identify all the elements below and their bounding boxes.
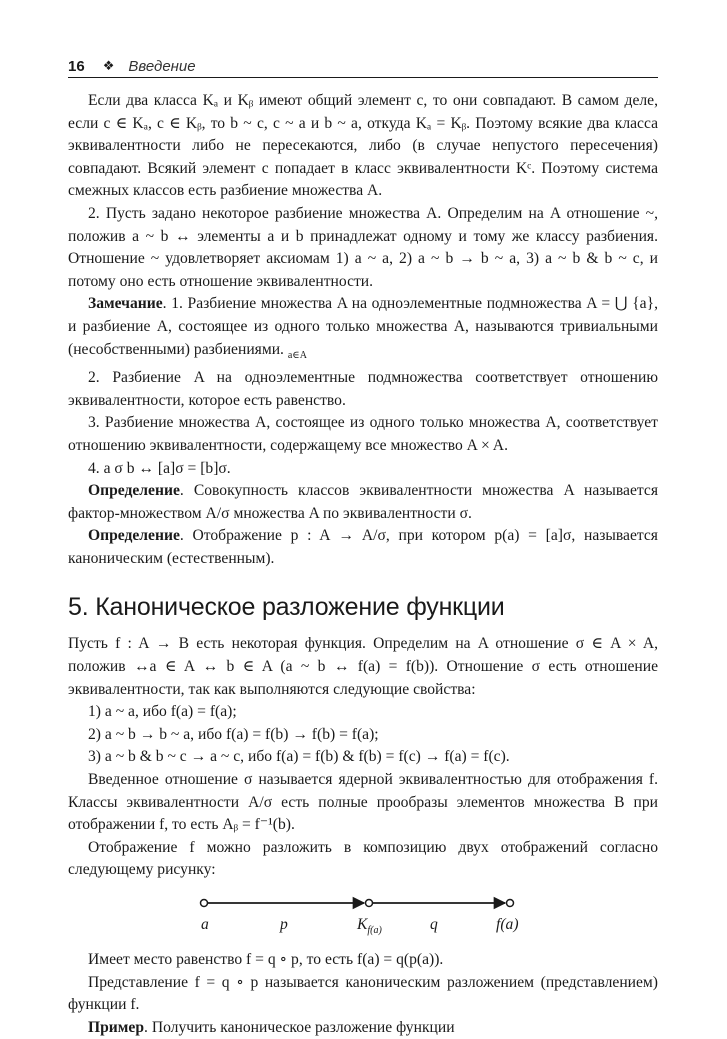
label-q: q bbox=[430, 916, 438, 933]
remark-3: 3. Разбиение множества A, состоящее из одного только множества A, соответствует отношению эквивалентности, содержащему все множество A × A. bbox=[68, 414, 658, 454]
definition-1-text: . Совокупность классов эквивалентности множества A называется фактор-множеством A/σ множества A по эквивалентности σ. bbox=[68, 482, 658, 522]
property-3: 3) a ~ b & b ~ c → a ~ c, ибо f(a) = f(b) & f(b) = f(c) → f(a) = f(c). bbox=[88, 748, 510, 766]
paragraph-equality: Имеет место равенство f = q ∘ p, то есть f(a) = q(p(a)). bbox=[88, 951, 444, 968]
label-a: a bbox=[201, 916, 209, 933]
property-2: 2) a ~ b → b ~ a, ибо f(a) = f(b) → f(b) = f(a); bbox=[88, 725, 379, 743]
page-number: 16 bbox=[68, 57, 85, 75]
section-title: Введение bbox=[128, 57, 196, 75]
example-text: . Получить каноническое разложение функции bbox=[144, 1018, 455, 1036]
definition-2-text: . Отображение p : A → A/σ, при котором p(a) = [a]σ, называется каноническим (естественным). bbox=[68, 527, 658, 567]
remark-4: 4. a σ b ↔ [a]σ = [b]σ. bbox=[88, 459, 231, 477]
section-heading: 5. Каноническое разложение функции bbox=[68, 593, 505, 622]
composition-diagram bbox=[68, 891, 658, 947]
remark-label: Замечание bbox=[88, 295, 163, 313]
example-label: Пример bbox=[88, 1018, 145, 1036]
diamond-icon: ❖ bbox=[102, 58, 115, 73]
label-k-main: K bbox=[357, 916, 368, 933]
paragraph-partition-relation: 2. Пусть задано некоторое разбиение множества A. Определим на A отношение ~, положив a ~ b ↔ элементы a и b принадлежат одному и тому же классу разбиения. Отношение ~ удовлетворяет аксиомам 1) a ~ a, 2) a ~ b → b ~ a, 3) a ~ b & b ~ c, и потому оно есть отношение эквивалентности. bbox=[68, 204, 658, 290]
paragraph-kernel-equivalence: Пусть f : A → B есть некоторая функция. Определим на A отношение σ ∈ A × A, положив ↔a ∈ A ↔ b ∈ A (a ~ b ↔ f(a) = f(b)). Отношение σ есть отношение эквивалентности, так как выполняются следующие свойства: bbox=[68, 635, 658, 698]
definition-canonical-map bbox=[68, 525, 658, 570]
running-header bbox=[68, 55, 658, 77]
definition-label: Определение bbox=[88, 527, 180, 545]
label-k-sub: f(a) bbox=[367, 925, 382, 936]
paragraph-canonical-decomposition: Представление f = q ∘ p называется каноническим разложением (представлением) функции f. bbox=[68, 973, 658, 1014]
definition-label: Определение bbox=[88, 482, 180, 500]
example bbox=[68, 1017, 658, 1039]
paragraph-composition: Отображение f можно разложить в композицию двух отображений согласно следующему рисунку: bbox=[68, 838, 658, 879]
label-k bbox=[357, 915, 382, 941]
remark-1 bbox=[68, 293, 658, 367]
page-body bbox=[68, 90, 658, 1039]
node-fa bbox=[507, 900, 514, 907]
node-a bbox=[201, 900, 208, 907]
paragraph-kernel-definition: Введенное отношение σ называется ядерной эквивалентностью для отображения f. Классы эквивалентности A/σ есть полные прообразы элементов множества B при отображении f, то есть Aᵦ = f⁻¹(b). bbox=[68, 771, 658, 834]
remark-1-text: . 1. Разбиение множества A на одноэлементные подмножества A = ⋃ {a}, и разбиение A, состоящее из одного только множества A, называются тривиальными (несобственными) разбиениями. bbox=[68, 295, 658, 358]
label-p: p bbox=[280, 916, 288, 933]
union-subscript: a∈A bbox=[287, 349, 307, 361]
property-1: 1) a ~ a, ибо f(a) = f(a); bbox=[88, 703, 237, 721]
label-fa: f(a) bbox=[496, 916, 519, 933]
remark-2: 2. Разбиение A на одноэлементные подмножества соответствует отношению эквивалентности, которое есть равенство. bbox=[68, 369, 658, 409]
definition-quotient-set bbox=[68, 480, 658, 525]
paragraph-classes-coincide: Если два класса Kₐ и Kᵦ имеют общий элемент c, то они совпадают. В самом деле, если c ∈ Kₐ, c ∈ Kᵦ, то b ~ c, c ~ a и b ~ a, откуда Kₐ = Kᵦ. Поэтому всякие два класса эквивалентности либо не пересекаются, либо (в случае непустого пересечения) совпадают. Всякий элемент c попадает в класс эквивалентности Kᶜ. Поэтому система смежных классов есть разбиение множества A. bbox=[68, 92, 658, 200]
node-k bbox=[366, 900, 373, 907]
header-rule bbox=[68, 77, 658, 78]
